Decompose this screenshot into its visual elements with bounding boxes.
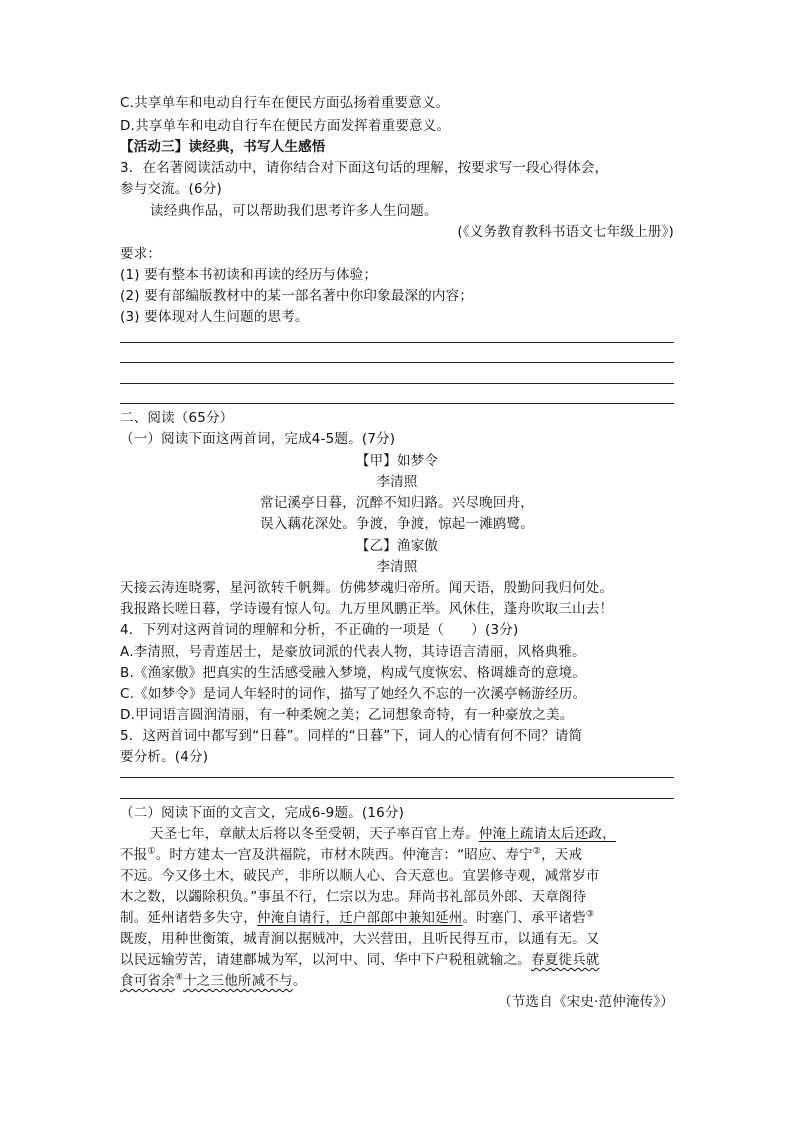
- poem-b-title: 【乙】渔家傲: [355, 538, 439, 554]
- poem-b-line2: 我报路长嗟日暮，学诗谩有惊人句。九万里风鹏正举。风休住，蓬舟吹取三山去！: [120, 601, 614, 617]
- wavy-underlined-sentence: 十之三他所减不与: [183, 973, 293, 989]
- requirements-title: 要求：: [120, 246, 162, 262]
- section-2-heading: 二、阅读（65分）: [120, 410, 234, 426]
- question-4-option-d: D.甲词语言圆润清丽，有一种柔婉之美；乙词想象奇特，有一种豪放之美。: [120, 707, 574, 723]
- underlined-sentence: 仲淹自请行，迁户部郎中兼知延州: [257, 910, 463, 926]
- passage-line-8: 食可省余④十之三他所减不与。: [120, 972, 307, 989]
- option-d: D.共享单车和电动自行车在便民方面发挥着重要意义。: [120, 118, 451, 134]
- part-1-title: （一）阅读下面这两首词，完成4-5题。(7分): [120, 431, 396, 447]
- answer-line[interactable]: [120, 777, 674, 778]
- activity-3-heading: 【活动三】读经典，书写人生感悟: [120, 139, 326, 155]
- poem-a-author: 李清照: [376, 474, 418, 490]
- quote-source: (《义务教育教科书语文七年级上册》): [457, 224, 674, 240]
- answer-line[interactable]: [120, 798, 674, 799]
- footnote-marker: ②: [532, 846, 542, 857]
- question-5-line1: 5．这两首词中都写到“日暮”。同样的“日暮”下，词人的心情有何不同？请简: [120, 728, 583, 744]
- question-4-option-b: B.《渔家傲》把真实的生活感受融入梦境，构成气度恢宏、格调雄奇的意境。: [120, 665, 587, 681]
- passage-line-7: 以民远输劳苦，请建鄜城为军，以河中、同、华中下户税租就输之。春夏徙兵就: [120, 952, 600, 968]
- answer-line[interactable]: [120, 342, 674, 343]
- requirement-1: (1) 要有整本书初读和再读的经历与体验；: [120, 267, 378, 283]
- footnote-marker: ①: [147, 846, 156, 857]
- poem-b-author: 李清照: [376, 559, 418, 575]
- passage-line-3: 不远。今又侈土木，破民产，非所以顺人心、合天意也。宜罢修寺观，减常岁市: [120, 868, 600, 884]
- poem-a-line1: 常记溪亭日暮，沉醉不知归路。兴尽晚回舟，: [260, 495, 534, 511]
- option-c: C.共享单车和电动自行车在便民方面弘扬着重要意义。: [120, 95, 450, 111]
- question-4-option-a: A.李清照，号青莲居士，是豪放词派的代表人物，其诗语言清丽，风格典雅。: [120, 644, 586, 660]
- question-4: 4．下列对这两首词的理解和分析，不正确的一项是（ ）(3分): [120, 622, 519, 638]
- passage-line-4: 木之数，以蠲除积负。”事虽不行，仁宗以为忠。拜尚书礼部员外郎、天章阁待: [120, 889, 587, 905]
- part-2-title: （二）阅读下面的文言文，完成6-9题。(16分): [120, 805, 405, 821]
- passage-source: （节选自《宋史·范仲淹传》）: [498, 994, 674, 1010]
- footnote-marker: ④: [174, 972, 184, 983]
- answer-line[interactable]: [120, 403, 674, 404]
- question-4-option-c: C.《如梦令》是词人年轻时的词作，描写了她经久不忘的一次溪亭畅游经历。: [120, 686, 587, 702]
- poem-b-line1: 天接云涛连晓雾，星河欲转千帆舞。仿佛梦魂归帝所。闻天语，殷勤问我归何处。: [120, 580, 614, 596]
- poem-a-title: 【甲】如梦令: [355, 453, 439, 469]
- passage-line-5: 制。延州诸砦多失守，仲淹自请行，迁户部郎中兼知延州。时塞门、承平诸砦③: [120, 909, 595, 926]
- passage-line-6: 既废，用种世衡策，城青涧以据贼冲，大兴营田，且听民得互市，以通有无。又: [120, 931, 600, 947]
- poem-a-line2: 误入藕花深处。争渡，争渡，惊起一滩鸥鹭。: [260, 516, 534, 532]
- requirement-2: (2) 要有部编版教材中的某一部名著中你印象最深的内容；: [120, 288, 474, 304]
- question-3-line1: 3．在名著阅读活动中，请你结合对下面这句话的理解，按要求写一段心得体会，: [120, 160, 609, 176]
- passage-line-2: 不报①。时方建太一宫及洪福院，市材木陕西。仲淹言：“昭应、寿宁②，天戒: [120, 846, 583, 863]
- passage-line-1: 天圣七年，章献太后将以冬至受朝，天子率百官上寿。仲淹上疏请太后还政，: [150, 826, 616, 842]
- answer-line[interactable]: [120, 383, 674, 384]
- underlined-sentence: 仲淹上疏请太后还政，: [478, 826, 616, 842]
- wavy-underlined-sentence: 食可省余: [120, 973, 175, 989]
- question-3-line2: 参与交流。(6分): [120, 181, 222, 197]
- footnote-marker: ③: [585, 909, 595, 920]
- question-5-line2: 要分析。(4分): [120, 749, 209, 765]
- wavy-underlined-sentence: 春夏徙兵就: [531, 952, 600, 968]
- quote-text: 读经典作品，可以帮助我们思考许多人生问题。: [150, 203, 438, 219]
- answer-line[interactable]: [120, 362, 674, 363]
- requirement-3: (3) 要体现对人生问题的思考。: [120, 309, 309, 325]
